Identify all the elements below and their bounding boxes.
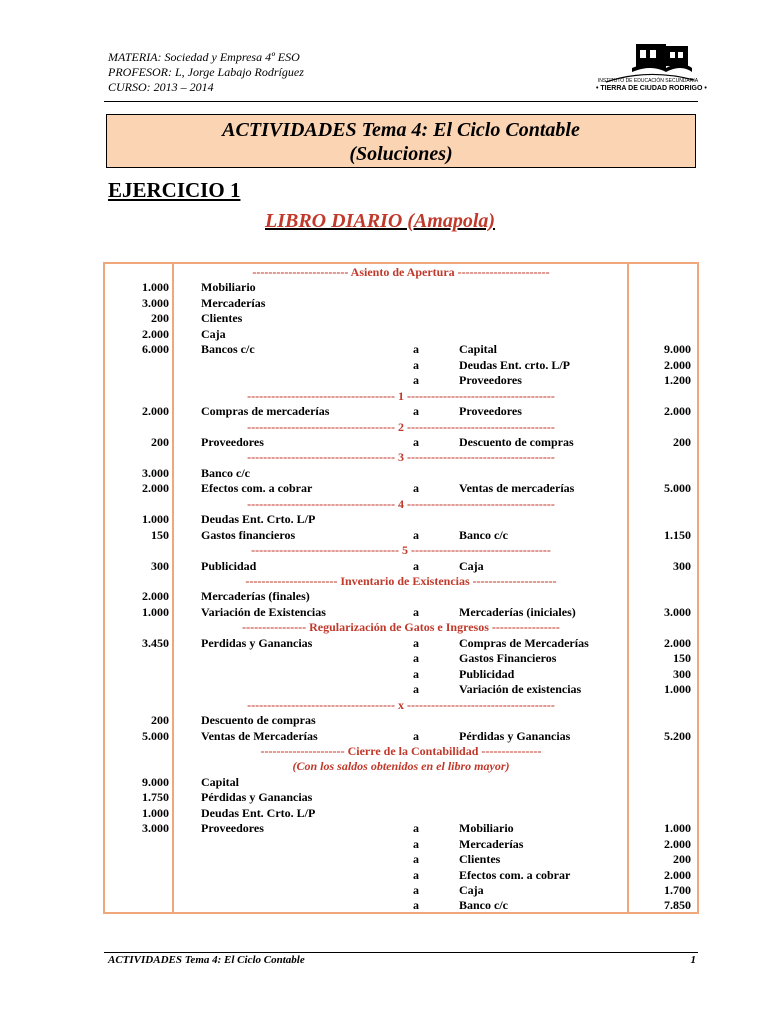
credit-amount: 1.000	[664, 821, 691, 835]
debit-amount: 200	[151, 435, 169, 449]
journal-row	[103, 837, 699, 852]
credit-account: Mercaderías (iniciales)	[459, 605, 576, 619]
a-marker: a	[413, 404, 419, 418]
credit-amount: 2.000	[664, 868, 691, 882]
debit-account: Deudas Ent. Crto. L/P	[201, 806, 316, 820]
journal-row	[103, 790, 699, 805]
header-profesor: PROFESOR: L, Jorge Labajo Rodríguez	[108, 65, 304, 79]
a-marker: a	[413, 559, 419, 573]
debit-account: Clientes	[201, 311, 243, 325]
credit-amount: 200	[673, 435, 691, 449]
a-marker: a	[413, 636, 419, 650]
a-marker: a	[413, 528, 419, 542]
section-separator: ------------------------------------- 5 -----------------------------------	[251, 543, 551, 557]
journal-row	[103, 729, 699, 744]
a-marker: a	[413, 481, 419, 495]
header-materia: MATERIA: Sociedad y Empresa 4º ESO	[108, 50, 300, 64]
debit-amount: 2.000	[142, 481, 169, 495]
debit-account: Publicidad	[201, 559, 257, 573]
journal-row	[103, 358, 699, 373]
journal-row	[103, 589, 699, 604]
credit-amount: 300	[673, 559, 691, 573]
logo-caption-2: • TIERRA DE CIUDAD RODRIGO •	[596, 85, 707, 92]
credit-amount: 7.850	[664, 898, 691, 912]
debit-account: Efectos com. a cobrar	[201, 481, 313, 495]
credit-account: Clientes	[459, 852, 501, 866]
section-separator: ------------------------------------- 2 -------------------------------------	[247, 420, 555, 434]
debit-account: Descuento de compras	[201, 713, 316, 727]
a-marker: a	[413, 651, 419, 665]
debit-amount: 150	[151, 528, 169, 542]
debit-account: Proveedores	[201, 821, 264, 835]
credit-amount: 2.000	[664, 837, 691, 851]
journal-row	[103, 651, 699, 666]
header-rule	[104, 101, 698, 102]
debit-amount: 1.000	[142, 512, 169, 526]
journal-row	[103, 852, 699, 867]
credit-amount: 3.000	[664, 605, 691, 619]
journal-row	[103, 775, 699, 790]
credit-account: Ventas de mercaderías	[459, 481, 575, 495]
credit-account: Caja	[459, 559, 484, 573]
debit-account: Bancos c/c	[201, 342, 255, 356]
school-logo	[596, 38, 707, 100]
section-separator: ------------------------------------- 1 -------------------------------------	[247, 389, 555, 403]
a-marker: a	[413, 868, 419, 882]
a-marker: a	[413, 373, 419, 387]
debit-amount: 1.000	[142, 806, 169, 820]
credit-account: Deudas Ent. crto. L/P	[459, 358, 570, 372]
header-curso: CURSO: 2013 – 2014	[108, 80, 214, 94]
debit-amount: 6.000	[142, 342, 169, 356]
journal-row	[103, 682, 699, 697]
journal-row	[103, 898, 699, 913]
credit-account: Mercaderías	[459, 837, 524, 851]
credit-amount: 150	[673, 651, 691, 665]
debit-amount: 3.000	[142, 296, 169, 310]
credit-amount: 5.200	[664, 729, 691, 743]
journal-row	[103, 404, 699, 419]
debit-amount: 1.000	[142, 280, 169, 294]
footer-rule	[104, 952, 698, 953]
document-header	[108, 50, 304, 95]
credit-amount: 300	[673, 667, 691, 681]
title-line2: (Soluciones)	[349, 143, 453, 165]
journal-row	[103, 481, 699, 496]
debit-amount: 3.000	[142, 466, 169, 480]
credit-account: Banco c/c	[459, 898, 508, 912]
a-marker: a	[413, 837, 419, 851]
credit-amount: 5.000	[664, 481, 691, 495]
debit-account: Mobiliario	[201, 280, 256, 294]
debit-amount: 2.000	[142, 589, 169, 603]
debit-account: Mercaderías	[201, 296, 266, 310]
section-separator: ------------------------------------- 4 -------------------------------------	[247, 497, 555, 511]
logo-caption-1: INSTITUTO DE EDUCACIÓN SECUNDARIA	[597, 78, 699, 84]
journal-row	[103, 512, 699, 527]
credit-account: Descuento de compras	[459, 435, 574, 449]
section-separator: ------------------------------------- 3 -------------------------------------	[247, 450, 555, 464]
a-marker: a	[413, 898, 419, 912]
journal-row	[103, 280, 699, 295]
a-marker: a	[413, 821, 419, 835]
a-marker: a	[413, 435, 419, 449]
credit-account: Compras de Mercaderías	[459, 636, 589, 650]
journal-row	[103, 667, 699, 682]
debit-account: Perdidas y Ganancias	[201, 636, 313, 650]
credit-account: Efectos com. a cobrar	[459, 868, 571, 882]
a-marker: a	[413, 605, 419, 619]
a-marker: a	[413, 729, 419, 743]
section-separator: ---------------- Regularización de Gatos e Ingresos -----------------	[242, 620, 560, 634]
credit-amount: 2.000	[664, 358, 691, 372]
credit-amount: 1.200	[664, 373, 691, 387]
title-line1: ACTIVIDADES Tema 4: El Ciclo Contable	[222, 119, 580, 141]
journal-heading: LIBRO DIARIO (Amapola)	[265, 210, 496, 232]
exercise-heading: EJERCICIO 1	[108, 178, 241, 202]
debit-account: Pérdidas y Ganancias	[201, 790, 313, 804]
credit-account: Mobiliario	[459, 821, 514, 835]
credit-amount: 200	[673, 852, 691, 866]
journal-row	[103, 466, 699, 481]
debit-account: Gastos financieros	[201, 528, 296, 542]
credit-account: Variación de existencias	[459, 682, 582, 696]
journal-row	[103, 883, 699, 898]
section-separator: --------------------- Cierre de la Contabilidad ---------------	[260, 744, 542, 758]
credit-account: Gastos Financieros	[459, 651, 557, 665]
credit-account: Caja	[459, 883, 484, 897]
debit-amount: 1.000	[142, 605, 169, 619]
journal-row	[103, 713, 699, 728]
debit-amount: 3.450	[142, 636, 169, 650]
credit-account: Capital	[459, 342, 498, 356]
section-separator: ----------------------- Inventario de Existencias ---------------------	[245, 574, 557, 588]
debit-amount: 2.000	[142, 404, 169, 418]
credit-account: Publicidad	[459, 667, 515, 681]
journal-row	[103, 821, 699, 836]
section-note: (Con los saldos obtenidos en el libro mayor)	[292, 759, 510, 773]
debit-account: Banco c/c	[201, 466, 250, 480]
journal-row	[103, 311, 699, 326]
a-marker: a	[413, 883, 419, 897]
debit-account: Capital	[201, 775, 240, 789]
a-marker: a	[413, 682, 419, 696]
journal-row	[103, 806, 699, 821]
a-marker: a	[413, 667, 419, 681]
debit-account: Deudas Ent. Crto. L/P	[201, 512, 316, 526]
journal-row	[103, 296, 699, 311]
a-marker: a	[413, 358, 419, 372]
journal-row	[103, 559, 699, 574]
section-separator: ------------------------ Asiento de Apertura -----------------------	[252, 265, 550, 279]
journal-row	[103, 342, 699, 357]
debit-account: Variación de Existencias	[201, 605, 326, 619]
debit-amount: 9.000	[142, 775, 169, 789]
journal-row	[103, 373, 699, 388]
credit-amount: 1.150	[664, 528, 691, 542]
journal-row	[103, 636, 699, 651]
a-marker: a	[413, 852, 419, 866]
credit-amount: 2.000	[664, 636, 691, 650]
journal-row	[103, 605, 699, 620]
section-separator: ------------------------------------- x -------------------------------------	[247, 698, 555, 712]
journal-row	[103, 435, 699, 450]
credit-amount: 1.700	[664, 883, 691, 897]
footer-text: ACTIVIDADES Tema 4: El Ciclo Contable	[108, 954, 305, 966]
credit-account: Banco c/c	[459, 528, 508, 542]
debit-amount: 200	[151, 713, 169, 727]
credit-amount: 9.000	[664, 342, 691, 356]
debit-account: Ventas de Mercaderías	[201, 729, 318, 743]
journal-row	[103, 868, 699, 883]
debit-account: Compras de mercaderías	[201, 404, 330, 418]
debit-amount: 300	[151, 559, 169, 573]
debit-amount: 200	[151, 311, 169, 325]
credit-amount: 2.000	[664, 404, 691, 418]
credit-account: Proveedores	[459, 373, 522, 387]
journal-row	[103, 327, 699, 342]
journal-row	[103, 528, 699, 543]
debit-amount: 5.000	[142, 729, 169, 743]
a-marker: a	[413, 342, 419, 356]
title-box	[106, 114, 696, 168]
debit-amount: 3.000	[142, 821, 169, 835]
credit-account: Proveedores	[459, 404, 522, 418]
credit-amount: 1.000	[664, 682, 691, 696]
debit-account: Proveedores	[201, 435, 264, 449]
debit-amount: 2.000	[142, 327, 169, 341]
debit-account: Mercaderías (finales)	[201, 589, 310, 603]
credit-account: Pérdidas y Ganancias	[459, 729, 571, 743]
page-number: 1	[690, 954, 696, 966]
debit-account: Caja	[201, 327, 226, 341]
debit-amount: 1.750	[142, 790, 169, 804]
